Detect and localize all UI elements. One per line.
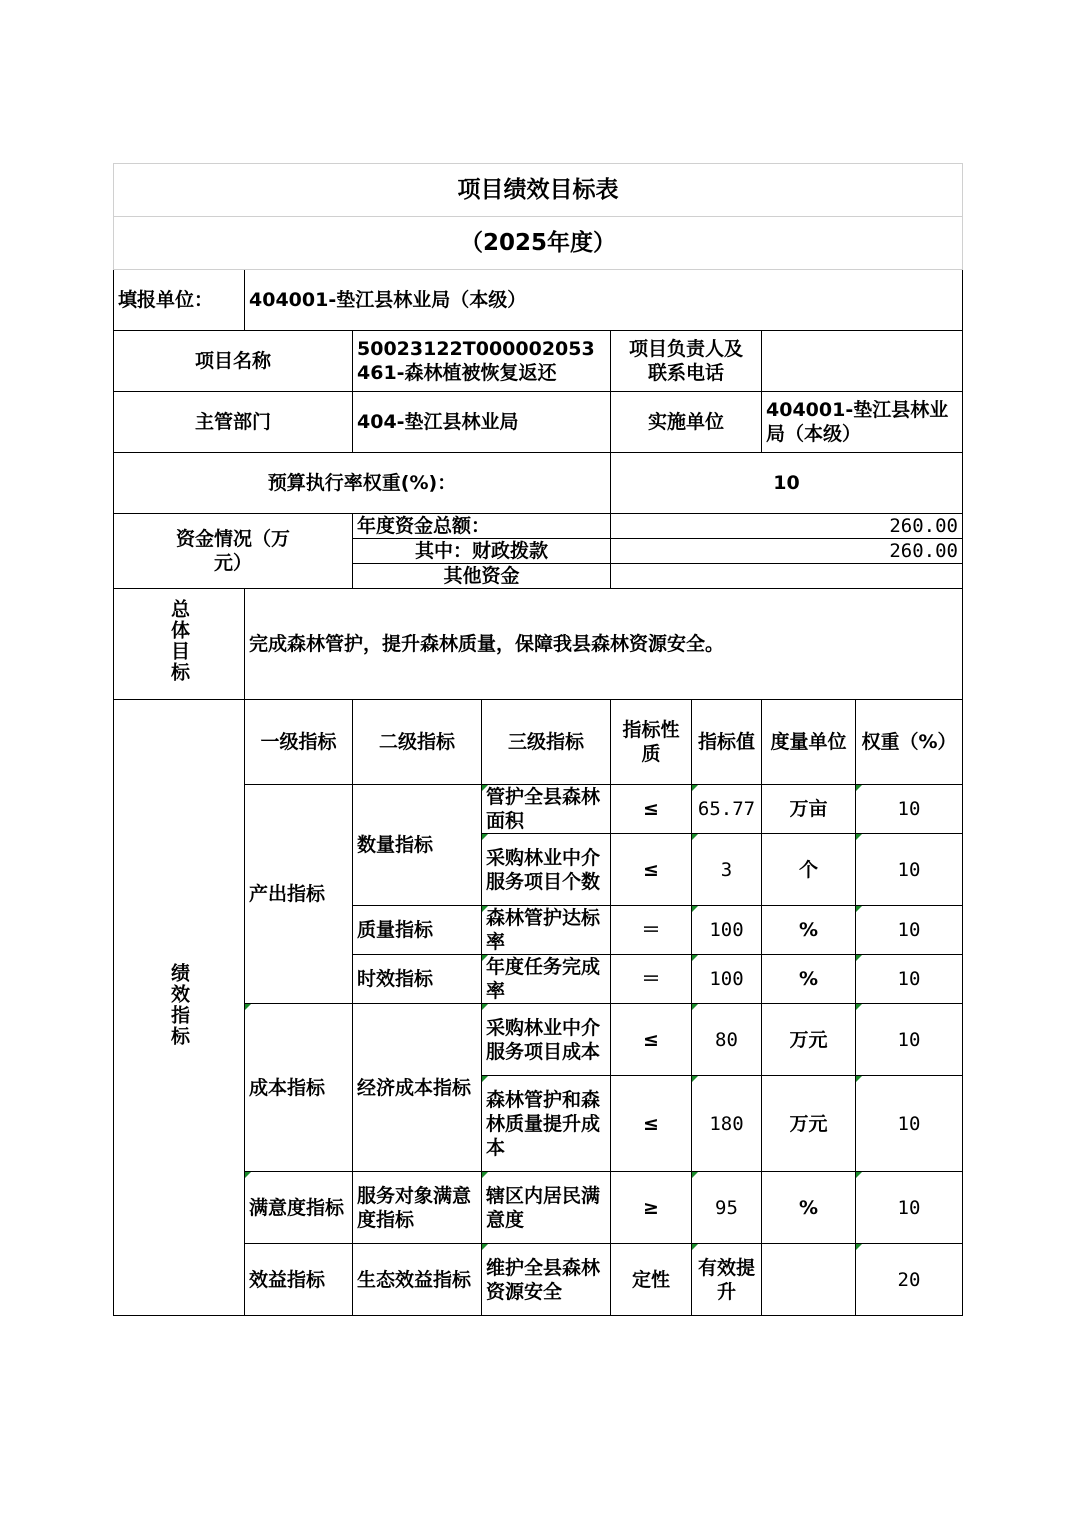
project-name-value: 50023122T000002053461-森林植被恢复返还 xyxy=(353,331,611,392)
header-nature: 指标性质 xyxy=(611,700,692,785)
unit-cell: % xyxy=(762,1172,856,1244)
goal-value: 完成森林管护，提升森林质量，保障我县森林资源安全。 xyxy=(245,589,963,700)
nature-cell: ≤ xyxy=(611,834,692,906)
funds-total-row xyxy=(114,514,963,539)
weight-cell: 10 xyxy=(856,834,963,906)
lv2-cell: 时效指标 xyxy=(353,955,482,1004)
impl-value: 404001-垫江县林业局（本级） xyxy=(762,392,963,453)
project-lead-value xyxy=(762,331,963,392)
funds-total-value: 260.00 xyxy=(611,514,963,539)
nature-cell: ≤ xyxy=(611,785,692,834)
lv2-cell: 数量指标 xyxy=(353,785,482,906)
value-cell: 3 xyxy=(692,834,762,906)
header-lv3: 三级指标 xyxy=(482,700,611,785)
lv3-cell: 采购林业中介服务项目个数 xyxy=(482,834,611,906)
value-cell: 180 xyxy=(692,1076,762,1172)
unit-cell: 万元 xyxy=(762,1004,856,1076)
year-row xyxy=(114,217,963,270)
lv2-cell: 经济成本指标 xyxy=(353,1004,482,1172)
unit-cell: % xyxy=(762,955,856,1004)
lv3-cell: 辖区内居民满意度 xyxy=(482,1172,611,1244)
budget-rate-label: 预算执行率权重(%)： xyxy=(114,453,611,514)
indicator-header-row xyxy=(114,700,963,785)
lv1-cell: 效益指标 xyxy=(245,1244,353,1316)
unit-label: 填报单位： xyxy=(114,270,245,331)
value-cell: 有效提升 xyxy=(692,1244,762,1316)
funds-fiscal-value: 260.00 xyxy=(611,539,963,564)
nature-cell: ＝ xyxy=(611,955,692,1004)
header-value: 指标值 xyxy=(692,700,762,785)
weight-cell: 10 xyxy=(856,1172,963,1244)
value-cell: 80 xyxy=(692,1004,762,1076)
unit-cell: % xyxy=(762,906,856,955)
funds-other-label: 其他资金 xyxy=(353,564,611,589)
lv1-cell: 满意度指标 xyxy=(245,1172,353,1244)
lv3-cell: 维护全县森林资源安全 xyxy=(482,1244,611,1316)
dept-row xyxy=(114,392,963,453)
lv3-cell: 采购林业中介服务项目成本 xyxy=(482,1004,611,1076)
title-row xyxy=(114,164,963,217)
value-cell: 65.77 xyxy=(692,785,762,834)
value-cell: 100 xyxy=(692,906,762,955)
weight-cell: 10 xyxy=(856,955,963,1004)
budget-rate-row xyxy=(114,453,963,514)
lv2-cell: 服务对象满意度指标 xyxy=(353,1172,482,1244)
unit-cell: 万亩 xyxy=(762,785,856,834)
budget-rate-value: 10 xyxy=(611,453,963,514)
impl-label: 实施单位 xyxy=(611,392,762,453)
nature-cell: ≥ xyxy=(611,1172,692,1244)
goal-label-cell xyxy=(114,589,245,700)
header-unit: 度量单位 xyxy=(762,700,856,785)
value-cell: 100 xyxy=(692,955,762,1004)
lv1-cell: 产出指标 xyxy=(245,785,353,1004)
weight-cell: 20 xyxy=(856,1244,963,1316)
lv3-cell: 管护全县森林面积 xyxy=(482,785,611,834)
header-lv1: 一级指标 xyxy=(245,700,353,785)
header-lv2: 二级指标 xyxy=(353,700,482,785)
value-cell: 95 xyxy=(692,1172,762,1244)
lv3-cell: 森林管护和森林质量提升成本 xyxy=(482,1076,611,1172)
project-lead-label: 项目负责人及联系电话 xyxy=(611,331,762,392)
performance-target-sheet xyxy=(113,163,962,1316)
nature-cell: ≤ xyxy=(611,1004,692,1076)
nature-cell: ≤ xyxy=(611,1076,692,1172)
lv2-cell: 质量指标 xyxy=(353,906,482,955)
unit-cell xyxy=(762,1244,856,1316)
funds-fiscal-label: 其中：财政拨款 xyxy=(353,539,611,564)
weight-cell: 10 xyxy=(856,1004,963,1076)
goal-row xyxy=(114,589,963,700)
lv3-cell: 森林管护达标率 xyxy=(482,906,611,955)
weight-cell: 10 xyxy=(856,906,963,955)
nature-cell: ＝ xyxy=(611,906,692,955)
unit-value: 404001-垫江县林业局（本级） xyxy=(245,270,963,331)
unit-row xyxy=(114,270,963,331)
header-weight: 权重（%） xyxy=(856,700,963,785)
sheet-title: 项目绩效目标表 xyxy=(114,164,963,217)
unit-cell: 万元 xyxy=(762,1076,856,1172)
lv2-cell: 生态效益指标 xyxy=(353,1244,482,1316)
funds-label: 资金情况（万元） xyxy=(114,514,353,589)
unit-cell: 个 xyxy=(762,834,856,906)
nature-cell: 定性 xyxy=(611,1244,692,1316)
lv1-cell: 成本指标 xyxy=(245,1004,353,1172)
lv3-cell: 年度任务完成率 xyxy=(482,955,611,1004)
weight-cell: 10 xyxy=(856,1076,963,1172)
funds-total-label: 年度资金总额： xyxy=(353,514,611,539)
dept-value: 404-垫江县林业局 xyxy=(353,392,611,453)
perf-label: 绩效指标 xyxy=(168,962,190,1047)
goal-label: 总体目标 xyxy=(168,599,190,683)
perf-label-cell xyxy=(114,700,245,1316)
performance-target-table xyxy=(113,163,963,1316)
project-name-label: 项目名称 xyxy=(114,331,353,392)
funds-other-value xyxy=(611,564,963,589)
weight-cell: 10 xyxy=(856,785,963,834)
project-name-row xyxy=(114,331,963,392)
sheet-year: （2025年度） xyxy=(114,217,963,270)
dept-label: 主管部门 xyxy=(114,392,353,453)
